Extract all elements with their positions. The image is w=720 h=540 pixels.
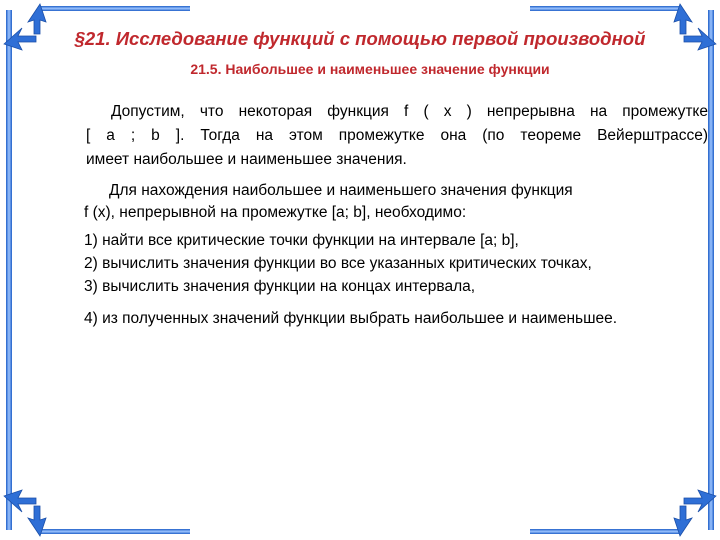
steps-list [84, 229, 714, 330]
frame-left-bar [6, 10, 12, 530]
frame-top-right-bar [530, 6, 680, 11]
intro-line-2: [ a ; b ]. Тогда на этом промежутке она (по теореме Вейерштрассе) [86, 127, 708, 144]
step-item: 1) найти все критические точки функции на интервале [a; b], [84, 232, 519, 249]
step-item: 4) из полученных значений функции выбрать наибольшее и наименьшее. [84, 310, 618, 327]
procedure-intro-line-1: Для нахождения наибольшее и наименьшего значения функция [109, 182, 573, 199]
step-item: 2) вычислить значения функции во все указанных критических точках, [84, 255, 592, 272]
procedure-intro-line-2: f (x), непрерывной на промежутке [a; b], необходимо: [84, 204, 467, 221]
intro-paragraph [86, 100, 708, 172]
step-item: 3) вычислить значения функции на концах интервала, [84, 278, 476, 295]
frame-bottom-left-bar [40, 529, 190, 534]
intro-line-3: имеет наибольшее и наименьшее значения. [86, 151, 407, 168]
slide-subtitle: 21.5. Наибольшее и наименьшее значение функции [190, 61, 550, 77]
frame-bottom-right-bar [530, 529, 680, 534]
frame-top-left-bar [40, 6, 190, 11]
procedure-intro [84, 180, 684, 224]
slide-title: §21. Исследование функций с помощью первой производной [74, 28, 646, 49]
intro-line-1: Допустим, что некоторая функция f ( x ) непрерывна на промежутке [111, 103, 708, 120]
